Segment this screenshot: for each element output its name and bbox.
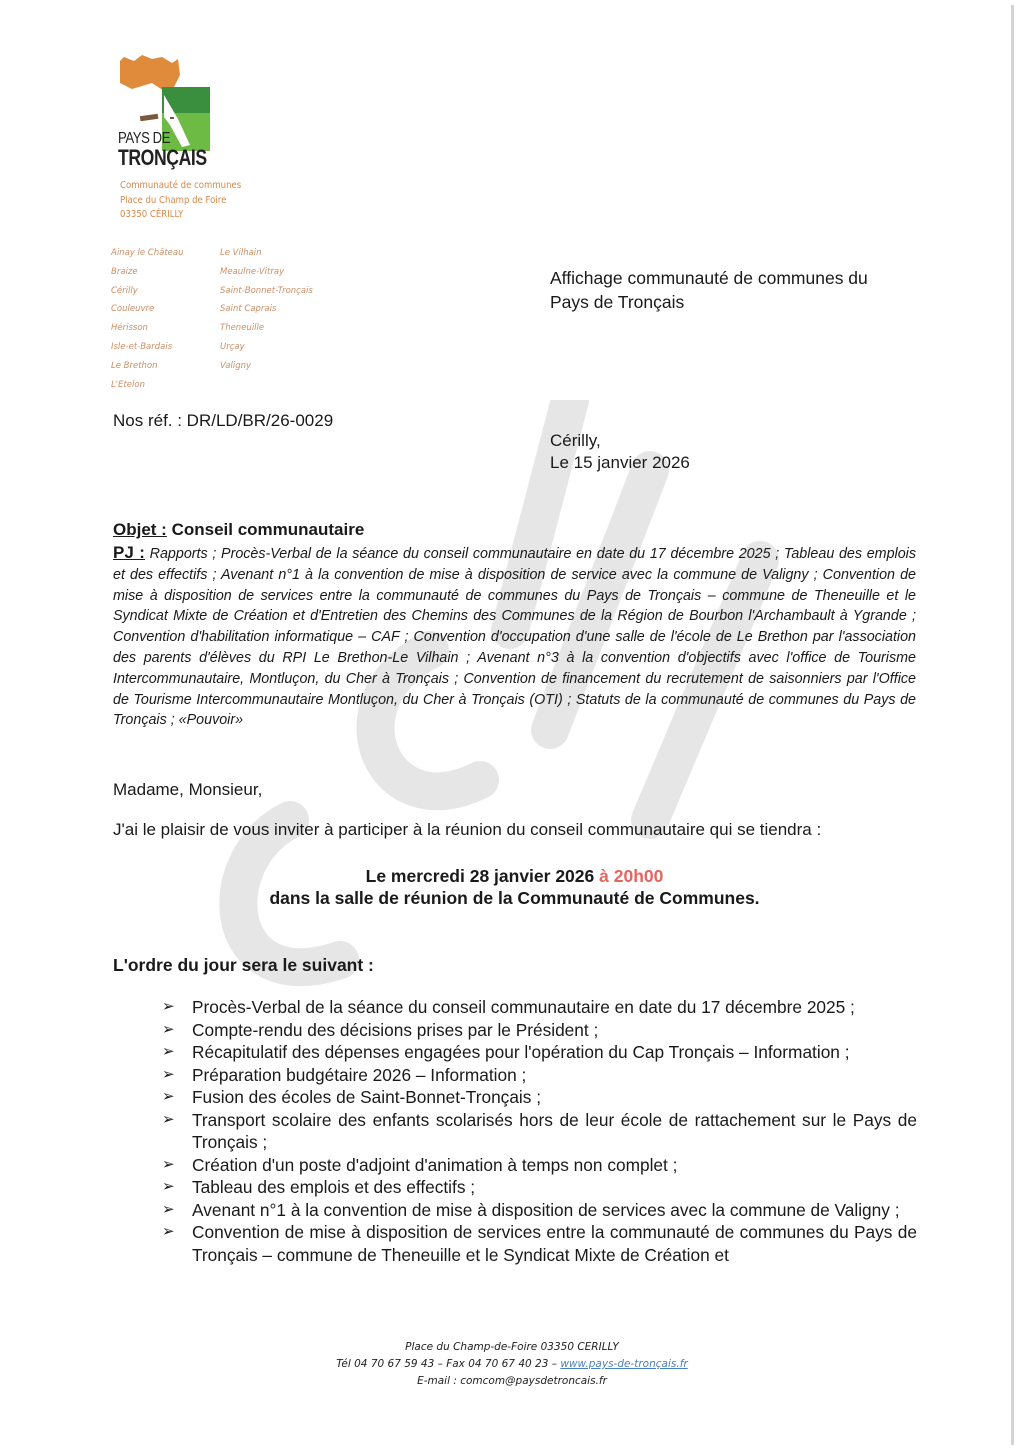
arrow-bullet-icon: ➢ <box>162 1065 175 1083</box>
agenda-item: ➢ Procès-Verbal de la séance du conseil communautaire en date du 17 décembre 2025 ; <box>162 997 855 1017</box>
agenda-item: ➢ Convention de mise à disposition de services entre la communauté de communes du Pays de Tronçais – commune de Theneuille et le Syndicat Mixte de Création et <box>162 1222 917 1265</box>
agenda-item: ➢ Transport scolaire des enfants scolarisés hors de leur école de rattachement sur le Pays de Tronçais ; <box>162 1109 917 1152</box>
place-and-date <box>550 430 690 474</box>
subject-label: Objet : <box>113 520 167 539</box>
agenda-item: ➢ Récapitulatif des dépenses engagées pour l'opération du Cap Tronçais – Information ; <box>162 1042 850 1062</box>
commune-item: Le Vilhain <box>220 248 262 258</box>
arrow-bullet-icon: ➢ <box>162 998 175 1015</box>
footer-contact <box>0 1356 1024 1373</box>
commune-item: Urçay <box>220 341 245 352</box>
commune-item: Valigny <box>220 360 252 371</box>
footer-phone-fax: Tél 04 70 67 59 43 – Fax 04 70 67 40 23 – <box>336 1358 561 1370</box>
agenda-title: L'ordre du jour sera le suivant : <box>113 955 374 975</box>
commune-item: Cérilly <box>111 285 138 296</box>
meeting-place: dans la salle de réunion de la Communauté de Communes. <box>269 888 760 908</box>
commune-item: Theneuille <box>220 323 265 334</box>
logo-troncais: TRONÇAIS <box>118 145 207 170</box>
commune-item: Saint Caprais <box>220 304 277 315</box>
recipient-line: Affichage communauté de communes du <box>550 268 868 288</box>
communes-column-2 <box>220 246 330 378</box>
commune-item: Le Brethon <box>111 360 158 371</box>
commune-item: L'Etelon <box>111 379 145 390</box>
arrow-bullet-icon: ➢ <box>162 1043 175 1060</box>
arrow-bullet-icon: ➢ <box>162 1155 175 1173</box>
arrow-bullet-icon: ➢ <box>162 1020 175 1038</box>
commune-item: Hérisson <box>111 323 148 334</box>
commune-item: Couleuvre <box>111 304 155 315</box>
logo-subtitle-line: Place du Champ de Foire <box>120 194 227 206</box>
subject-line <box>113 520 364 540</box>
website-link[interactable]: www.pays-de-tronçais.fr <box>560 1358 688 1370</box>
agenda-list <box>162 996 917 1266</box>
arrow-bullet-icon: ➢ <box>162 1088 175 1105</box>
commune-item: Braize <box>111 266 138 277</box>
recipient-line: Pays de Tronçais <box>550 292 685 312</box>
invitation-text: J'ai le plaisir de vous inviter à participer à la réunion du conseil communautaire qui se tiendra : <box>113 820 822 839</box>
logo-subtitle-line: 03350 CÉRILLY <box>120 209 184 220</box>
agenda-item: ➢ Préparation budgétaire 2026 – Information ; <box>162 1064 527 1085</box>
agenda-item: ➢ Tableau des emplois et des effectifs ; <box>162 1177 476 1197</box>
footer-email: E-mail : comcom@paysdetroncais.fr <box>417 1375 607 1387</box>
arrow-bullet-icon: ➢ <box>162 1200 175 1218</box>
arrow-bullet-icon: ➢ <box>162 1223 175 1240</box>
commune-item: Isle-et-Bardais <box>111 341 173 352</box>
arrow-bullet-icon: ➢ <box>162 1110 175 1128</box>
footer-address: Place du Champ-de-Foire 03350 CERILLY <box>405 1341 619 1353</box>
attachments-text: Rapports ; Procès-Verbal de la séance du conseil communautaire en date du 17 décembre 2025 ; Tableau des emplois et des effectifs ; Avenant n°1 à la convention de mise à disposition de service avec la commune de Valigny ; Convention de mise à disposition de services entre la communauté de communes du Pays de Tronçais – commune de Theneuille et le Syndicat Mixte de Création et d'Entretien des Chemins des Communes de la Région de Bourbon l'Archambault à Ygrande ; Convention d'habilitation informatique – CAF ; Convention d'occupation d'une salle de l'école de Le Brethon par l'association des parents d'élèves du RPI Le Brethon-Le Vilhain ; Avenant n°3 à la convention d'objectifs avec l'office de Tourisme Intercommunautaire, Montluçon, du Cher à Tronçais ; Convention de financement du recrutement de saisonniers par l'Office de Tourisme Intercommunautaire Montluçon, du Cher à Tronçais (OTI) ; Statuts de la communauté de communes du Pays de Tronçais ; «Pouvoir» <box>113 546 916 729</box>
agenda-item: ➢ Compte-rendu des décisions prises par le Président ; <box>162 1019 599 1040</box>
commune-item: Ainay le Château <box>111 248 184 258</box>
place: Cérilly, <box>550 431 601 450</box>
attachments-paragraph <box>113 543 916 731</box>
subject-text: Conseil communautaire <box>171 520 365 539</box>
logo-subtitle <box>120 179 241 223</box>
attachments-label: PJ : <box>113 543 145 562</box>
commune-item: Meaulne-Vitray <box>220 266 285 277</box>
recipient-block <box>550 266 868 314</box>
meeting-details <box>113 865 916 909</box>
logo-pays-de: PAYS DE <box>118 130 171 147</box>
agenda-item: ➢ Fusion des écoles de Saint-Bonnet-Tronçais ; <box>162 1087 542 1107</box>
logo-subtitle-line: Communauté de communes <box>120 180 242 191</box>
page-edge-line <box>1011 5 1014 1445</box>
date: Le 15 janvier 2026 <box>550 453 690 472</box>
arrow-bullet-icon: ➢ <box>162 1178 175 1195</box>
meeting-date: Le mercredi 28 janvier 2026 <box>365 866 595 886</box>
salutation: Madame, Monsieur, <box>113 780 263 799</box>
meeting-time: à 20h00 <box>599 866 664 886</box>
agenda-item: ➢ Création d'un poste d'adjoint d'animation à temps non complet ; <box>162 1154 678 1175</box>
communes-column-1 <box>111 246 221 396</box>
meeting-datetime <box>113 865 916 887</box>
letter-footer <box>0 1339 1024 1390</box>
reference-number: Nos réf. : DR/LD/BR/26-0029 <box>113 411 334 430</box>
commune-item: Saint-Bonnet-Tronçais <box>220 285 313 296</box>
agenda-item: ➢ Avenant n°1 à la convention de mise à disposition de services avec la commune de Valigny ; <box>162 1199 900 1220</box>
